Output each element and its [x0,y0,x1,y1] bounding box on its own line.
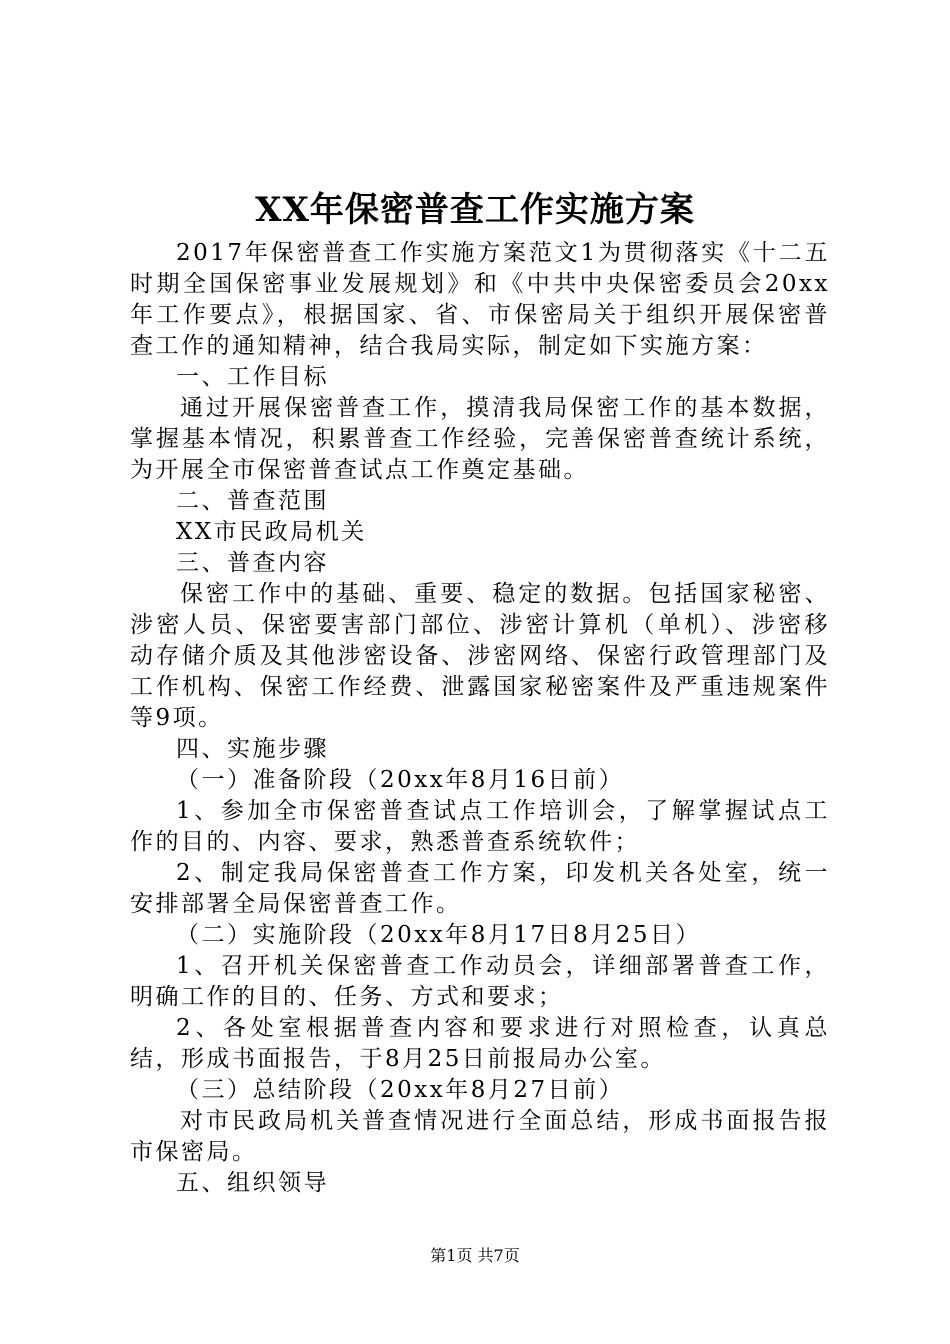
paragraph-implementation-item-2: 2、各处室根据普查内容和要求进行对照检查，认真总结，形成书面报告，于8月25日前报局办公室。 [130,1015,830,1072]
heading-organization-leadership: 五、组织领导 [176,1170,329,1196]
heading-stage-preparation: （一）准备阶段（20xx年8月16日前） [176,767,625,793]
paragraph-intro: 2017年保密普查工作实施方案范文1为贯彻落实《十二五时期全国保密事业发展规划》和《中共中央保密委员会20xx年工作要点》，根据国家、省、市保密局关于组织开展保密普查工作的通知精神，结合我局实际，制定如下实施方案： [130,240,830,359]
paragraph-survey-content: 保密工作中的基础、重要、稳定的数据。包括国家秘密、涉密人员、保密要害部门部位、涉密计算机（单机）、涉密移动存储介质及其他涉密设备、涉密网络、保密行政管理部门及工作机构、保密工作经费、泄露国家秘密案件及严重违规案件等9项。 [130,581,830,731]
page-footer: 第1页 共7页 [430,1246,520,1265]
paragraph-survey-scope: XX市民政局机关 [176,519,367,545]
document-body [130,238,830,1199]
paragraph-implementation-item-1: 1、召开机关保密普查工作动员会，详细部署普查工作，明确工作的目的、任务、方式和要求； [130,953,830,1010]
heading-survey-content: 三、普查内容 [176,550,329,576]
heading-stage-implementation: （二）实施阶段（20xx年8月17日8月25日） [176,922,702,948]
document-title: XX年保密普查工作实施方案 [255,190,695,230]
heading-implementation-steps: 四、实施步骤 [176,736,329,762]
paragraph-preparation-item-2: 2、制定我局保密普查工作方案，印发机关各处室，统一安排部署全局保密普查工作。 [130,860,830,917]
paragraph-work-goal: 通过开展保密普查工作，摸清我局保密工作的基本数据，掌握基本情况，积累普查工作经验，完善保密普查统计系统，为开展全市保密普查试点工作奠定基础。 [130,395,830,483]
paragraph-summary: 对市民政局机关普查情况进行全面总结，形成书面报告报市保密局。 [130,1108,830,1165]
heading-stage-summary: （三）总结阶段（20xx年8月27日前） [176,1077,625,1103]
paragraph-preparation-item-1: 1、参加全市保密普查试点工作培训会，了解掌握试点工作的目的、内容、要求，熟悉普查系统软件； [130,798,830,855]
heading-work-goal: 一、工作目标 [176,364,329,390]
heading-survey-scope: 二、普查范围 [176,488,329,514]
